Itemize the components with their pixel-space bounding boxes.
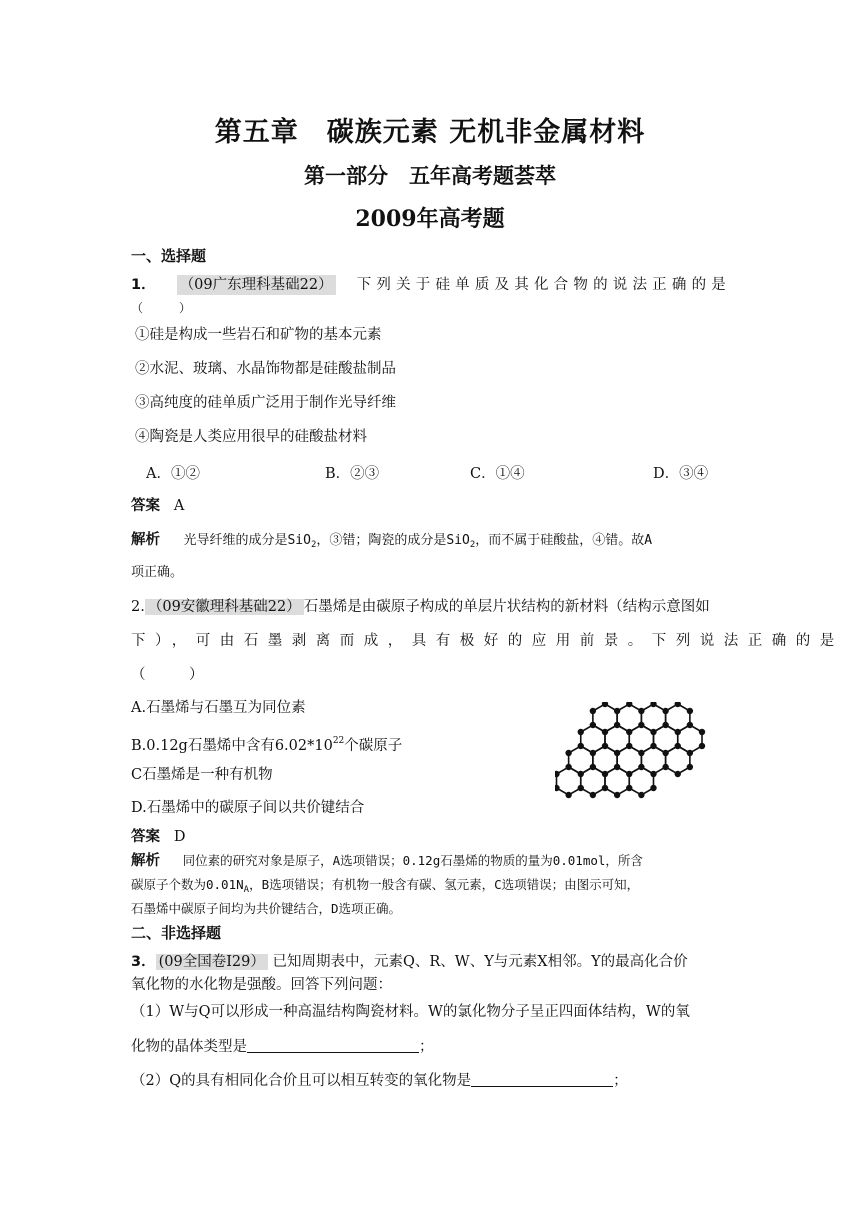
carbon-atom [638, 792, 644, 798]
carbon-atom [602, 729, 608, 735]
carbon-atom [590, 708, 596, 714]
q1-analysis: 解析 光导纤维的成分是SiO$_2$，③错；陶瓷的成分是SiO$_2$，而不属于硅酸盐，④错。故A [131, 532, 653, 550]
q1-source: （09广东理科基础22） [177, 275, 336, 295]
q2-option-d: D.石墨烯中的碳原子间以共价键结合 [131, 800, 365, 816]
carbon-atom [626, 785, 632, 791]
carbon-atom [675, 743, 681, 749]
q1-item-4: ④陶瓷是人类应用很早的硅酸盐材料 [135, 429, 367, 445]
q2-option-b [131, 731, 402, 756]
hexagon-ring [557, 767, 581, 795]
exponent: 22 [332, 736, 345, 746]
carbon-atom [699, 729, 705, 735]
q2-paren: （ ） [131, 667, 204, 683]
carbon-atom [565, 792, 571, 798]
carbon-atom [614, 750, 620, 756]
punctuation: ； [419, 1039, 434, 1055]
carbon-atom [565, 764, 571, 770]
q1-paren: （ ） [131, 301, 192, 315]
carbon-atom [675, 729, 681, 735]
carbon-atom [614, 792, 620, 798]
punctuation: ； [613, 1073, 628, 1089]
q1-answer [131, 496, 184, 516]
carbon-atom [578, 771, 584, 777]
analysis-text: ，③错；陶瓷的成分是SiO [316, 533, 470, 548]
carbon-atom [699, 743, 705, 749]
option-text: 个碳原子 [344, 738, 403, 754]
q3-stem [131, 952, 688, 972]
answer-label: 答案 [131, 829, 160, 845]
carbon-atom [578, 743, 584, 749]
carbon-atom [650, 771, 656, 777]
carbon-atom [675, 702, 681, 707]
analysis-text: ，B选项错误；有机物一般含有碳、氢元素，C选项错误；由图示可知， [249, 877, 640, 892]
q2-answer [131, 827, 185, 847]
carbon-atom [687, 764, 693, 770]
q1-analysis-cont: 项正确。 [131, 565, 184, 580]
carbon-atom [638, 708, 644, 714]
year-title: 2009年高考题 [355, 206, 505, 232]
option-text: B.0.12g石墨烯中含有6.02*10 [131, 738, 333, 754]
q3-part-1-line2 [131, 1036, 434, 1057]
q1-option-b: B．②③ [325, 466, 380, 482]
q1-number: 1． [131, 277, 156, 293]
q2-option-c: C石墨烯是一种有机物 [131, 767, 273, 783]
carbon-atom [626, 729, 632, 735]
carbon-atom [650, 743, 656, 749]
answer-label: 答案 [131, 498, 160, 514]
carbon-atom [602, 743, 608, 749]
carbon-atom [565, 750, 571, 756]
carbon-atom [590, 722, 596, 728]
q1-option-d: D．③④ [653, 466, 709, 482]
q1-item-1: ①硅是构成一些岩石和矿物的基本元素 [135, 327, 382, 343]
answer-blank[interactable] [471, 1070, 613, 1087]
carbon-atom [675, 771, 681, 777]
part-title: 第一部分 五年高考题荟萃 [304, 164, 556, 188]
carbon-atom [638, 750, 644, 756]
q2-source: （09安徽理科基础22） [145, 599, 304, 615]
q2-analysis [131, 851, 643, 871]
question-text: （2）Q的具有相同化合价且可以相互转变的氧化物是 [131, 1073, 472, 1089]
carbon-atom [650, 729, 656, 735]
chapter-title: 第五章 碳族元素 无机非金属材料 [214, 117, 646, 148]
hexagon-ring [581, 767, 605, 795]
carbon-atom [687, 722, 693, 728]
answer-value: A [173, 498, 185, 514]
q3-stem-text: 已知周期表中，元素Q、R、W、Y与元素X相邻。Y的最高化合价 [272, 954, 688, 970]
carbon-atom [626, 743, 632, 749]
section-heading: 二、非选择题 [131, 924, 222, 942]
carbon-atom [602, 702, 608, 707]
carbon-atom [662, 750, 668, 756]
question-text: 化物的晶体类型是 [131, 1039, 247, 1055]
q2-number: 2. [131, 599, 145, 615]
q1-stem-text: 下列关于硅单质及其化合物的说法正确的是 [356, 277, 731, 293]
q1-option-c: C．①④ [470, 466, 525, 482]
analysis-text: 碳原子个数为0.01N [131, 877, 244, 892]
analysis-text: ，而不属于硅酸盐，④错。故A [475, 533, 653, 548]
q1-item-2: ②水泥、玻璃、水晶饰物都是硅酸盐制品 [135, 361, 396, 377]
answer-blank[interactable] [247, 1036, 419, 1053]
q1-item-3: ③高纯度的硅单质广泛用于制作光导纤维 [135, 395, 396, 411]
analysis-label: 解析 [131, 532, 160, 548]
q2-analysis-line2 [131, 875, 639, 900]
subscript: A [243, 885, 250, 895]
section-heading: 一、选择题 [131, 247, 207, 265]
carbon-atom [590, 792, 596, 798]
carbon-atom [578, 729, 584, 735]
answer-value: D [173, 829, 186, 845]
graphene-structure-diagram [555, 702, 725, 802]
carbon-atom [626, 771, 632, 777]
analysis-label: 解析 [131, 853, 160, 869]
analysis-text: 光导纤维的成分是SiO [183, 533, 311, 548]
carbon-atom [687, 708, 693, 714]
carbon-atom [662, 722, 668, 728]
hexagon-ring [605, 767, 629, 795]
carbon-atom [638, 722, 644, 728]
carbon-atom [638, 764, 644, 770]
q2-stem-line2: 下），可由石墨剥离而成，具有极好的应用前景。下列说法正确的是 [131, 633, 844, 649]
hexagon-ring [666, 746, 690, 774]
q2-stem-text: 石墨烯是由碳原子构成的单层片状结构的新材料（结构示意图如 [303, 599, 710, 615]
q3-stem-line2: 氧化物的水化物是强酸。回答下列问题： [131, 977, 392, 993]
q2-option-a: A.石墨烯与石墨互为同位素 [131, 700, 306, 716]
q1-option-a: A．①② [146, 466, 200, 482]
carbon-atom [687, 750, 693, 756]
carbon-atom [590, 750, 596, 756]
q3-number: 3． [131, 954, 156, 970]
carbon-atom [650, 785, 656, 791]
carbon-atom [578, 785, 584, 791]
q1-stem [131, 275, 731, 295]
carbon-atom [614, 764, 620, 770]
carbon-atom [662, 764, 668, 770]
carbon-atom [614, 708, 620, 714]
analysis-text: 同位素的研究对象是原子，A选项错误；0.12g石墨烯的物质的量为0.01mol，所含 [182, 853, 643, 868]
carbon-atom [650, 702, 656, 707]
hexagon-ring [629, 767, 653, 795]
carbon-atom [626, 702, 632, 707]
carbon-atom [602, 785, 608, 791]
q3-part-1: （1）W与Q可以形成一种高温结构陶瓷材料。W的氯化物分子呈正四面体结构，W的氧 [131, 1004, 690, 1020]
carbon-atom [614, 722, 620, 728]
carbon-atom [590, 764, 596, 770]
q3-part-2 [131, 1070, 628, 1091]
q2-stem [131, 597, 710, 617]
q3-source: (09全国卷Ⅰ29） [156, 954, 268, 970]
carbon-atom [662, 708, 668, 714]
carbon-atom [602, 771, 608, 777]
q2-analysis-line3: 石墨烯中碳原子间均为共价键结合，D选项正确。 [131, 901, 402, 916]
